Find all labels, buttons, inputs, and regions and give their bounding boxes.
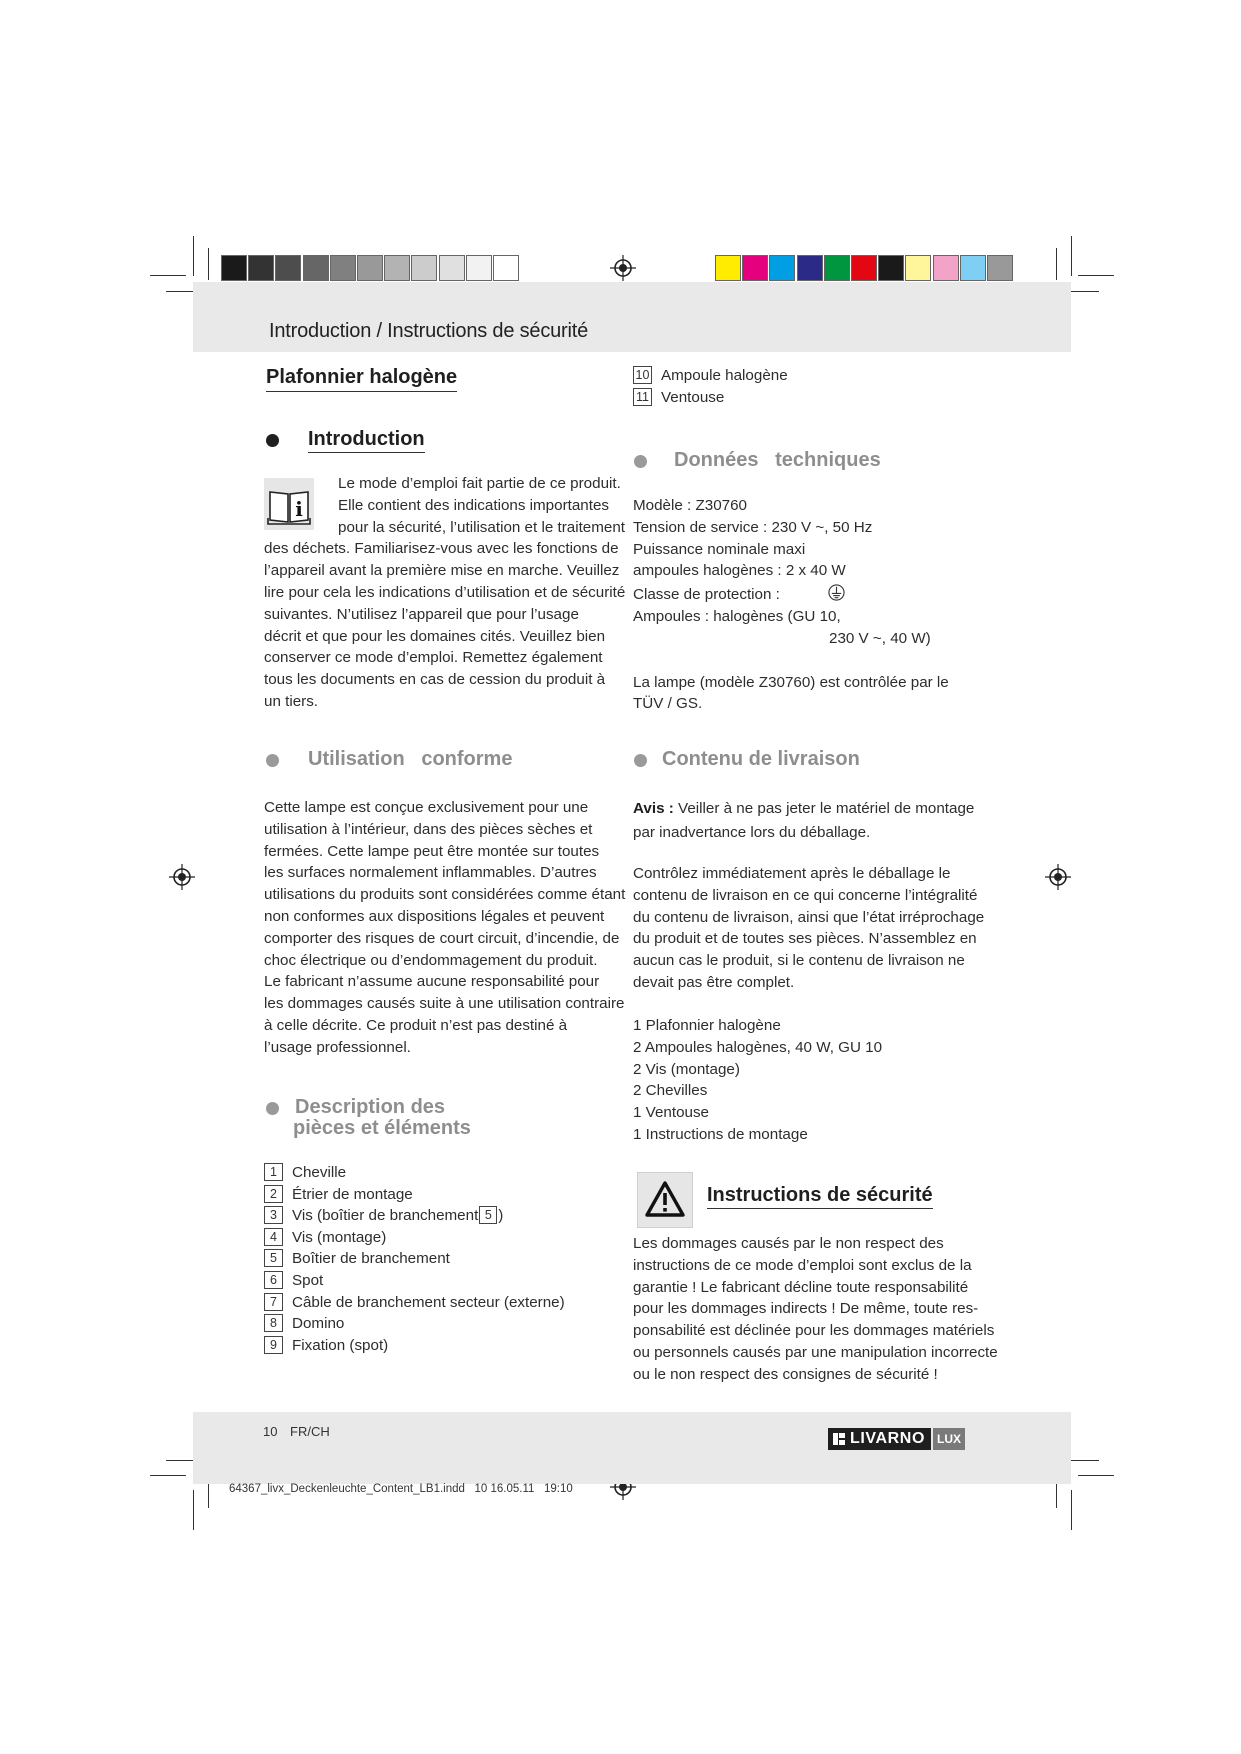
grayscale-swatch (330, 255, 356, 281)
parts-list-item (264, 1314, 344, 1332)
parts-list-item (264, 1271, 323, 1289)
grayscale-swatch (493, 255, 519, 281)
part-label: Câble de branchement secteur (externe) (292, 1293, 565, 1311)
parts-list-item (633, 366, 788, 384)
delivery-items-list (633, 1015, 983, 1146)
protection-line: Classe de protection : (633, 582, 983, 606)
safety-line: instructions de ce mode d’emploi sont exclus de la (633, 1256, 972, 1274)
brand-logo: LIVARNO LUX (828, 1428, 965, 1450)
delivery-item-line: 1 Ventouse (633, 1104, 710, 1122)
crop-mark (150, 1475, 186, 1476)
file-info: 64367_livx_Deckenleuchte_Content_LB1.indd 10 16.05.11 19:10 (229, 1483, 573, 1495)
svg-text:i: i (295, 497, 303, 521)
color-swatch (715, 255, 741, 281)
part-number-badge: 1 (264, 1163, 283, 1181)
introduction-line: des déchets. Familiarisez-vous avec les fonctions de (264, 540, 619, 558)
usage-line: l’usage professionnel. (264, 1038, 411, 1056)
crop-mark (166, 1460, 194, 1461)
crop-mark (193, 236, 194, 276)
part-number-badge: 5 (264, 1249, 283, 1267)
parts-list-item (264, 1336, 388, 1354)
brand-mark-icon (833, 1433, 845, 1445)
crop-mark (193, 1490, 194, 1530)
delivery-item-line: 1 Plafonnier halogène (633, 1017, 781, 1034)
usage-line: choc électrique ou d’endommagement du produit. (264, 951, 598, 969)
part-label: Spot (292, 1272, 324, 1289)
registration-mark-icon (610, 255, 636, 281)
part-number-badge: 10 (633, 366, 652, 384)
introduction-line: suivantes. N’utilisez l’appareil que pour l’usage (264, 605, 579, 623)
parts-list-item (264, 1163, 346, 1181)
bullet-icon (634, 455, 647, 468)
color-swatch (933, 255, 959, 281)
crop-mark (208, 248, 209, 280)
part-number-badge: 3 (264, 1206, 283, 1224)
crop-mark (166, 291, 194, 292)
usage-text (264, 797, 626, 1059)
safety-line: ou personnels causés par une manipulation incorrecte (633, 1343, 998, 1361)
color-swatch (987, 255, 1013, 281)
usage-line: Cette lampe est conçue exclusivement pour une (264, 799, 589, 816)
crop-mark (1071, 236, 1072, 276)
part-label: Fixation (spot) (292, 1336, 389, 1354)
usage-line: utilisation à l’intérieur, dans des pièces sèches et (264, 820, 593, 838)
color-swatch (797, 255, 823, 281)
page-number: 10 (263, 1424, 278, 1439)
part-number-badge: 6 (264, 1271, 283, 1289)
bullet-icon (634, 754, 647, 767)
crop-mark (1071, 1490, 1072, 1530)
introduction-text (264, 473, 626, 713)
part-number-badge: 2 (264, 1185, 283, 1203)
model-line: Modèle : Z30760 (633, 497, 747, 514)
delivery-notice: Avis : Veiller à ne pas jeter le matériel de montage par inadvertance lors du déballage. (633, 800, 975, 841)
safety-text (633, 1233, 998, 1386)
delivery-check-text (633, 863, 983, 994)
grayscale-swatch (384, 255, 410, 281)
grayscale-swatch (466, 255, 492, 281)
part-reference-badge: 5 (479, 1206, 497, 1224)
delivery-item-line: 2 Chevilles (633, 1082, 708, 1100)
part-label: Vis (boîtier de branchement (292, 1207, 479, 1225)
crop-mark (1078, 275, 1114, 276)
delivery-check-line: Contrôlez immédiatement après le déballage le (633, 865, 951, 882)
safety-line: ponsabilité est déclinée pour les dommages matériels (633, 1322, 995, 1340)
delivery-item-line: 1 Instructions de montage (633, 1125, 808, 1143)
introduction-line: Le mode d’emploi fait partie de ce produit. (338, 475, 621, 492)
introduction-line: conserver ce mode d’emploi. Remettez également (264, 649, 603, 667)
usage-line: non conformes aux dispositions légales et peuvent (264, 907, 605, 925)
introduction-line: lire pour cela les indications d’utilisation et de sécurité (264, 583, 626, 601)
notice-label: Avis : (633, 800, 674, 817)
bullet-icon (266, 434, 279, 447)
safety-heading: Instructions de sécurité (707, 1184, 933, 1209)
introduction-line: Elle contient des indications importantes (338, 496, 609, 514)
warning-triangle-icon (644, 1180, 686, 1218)
delivery-item-line: 2 Vis (montage) (633, 1060, 740, 1078)
usage-line: les dommages causés suite à une utilisation contraire (264, 995, 625, 1013)
grayscale-swatch (439, 255, 465, 281)
introduction-line: décrit et que pour les domaines cités. Veuillez bien (264, 627, 606, 645)
delivery-check-line: du produit et de toutes ses pièces. N’assemblez en (633, 930, 977, 948)
grayscale-swatch (411, 255, 437, 281)
grayscale-swatch (357, 255, 383, 281)
certification-line: TÜV / GS. (633, 695, 703, 713)
bulbs-line: 230 V ~, 40 W) (829, 629, 931, 647)
bullet-icon (266, 1102, 279, 1115)
part-label: Boîtier de branchement (292, 1250, 450, 1268)
usage-line: à celle décrite. Ce produit n’est pas destiné à (264, 1016, 568, 1034)
page-header-title: Introduction / Instructions de sécurité (269, 320, 589, 342)
color-swatch (960, 255, 986, 281)
part-number-badge: 9 (264, 1336, 283, 1354)
part-label: Ventouse (661, 388, 725, 406)
power-line: Puissance nominale maxi (633, 540, 806, 558)
delivery-check-line: aucun cas le produit, si le contenu de livraison ne (633, 952, 965, 970)
grayscale-swatch (221, 255, 247, 281)
part-number-badge: 7 (264, 1293, 283, 1311)
registration-mark-icon (1045, 864, 1071, 890)
usage-line: les surfaces normalement inflammables. D’autres (264, 864, 597, 882)
language-code: FR/CH (290, 1424, 330, 1439)
introduction-line: pour la sécurité, l’utilisation et le traitement (338, 518, 626, 536)
usage-line: fermées. Cette lampe peut être montée sur toutes (264, 842, 600, 860)
color-swatch (742, 255, 768, 281)
technical-data (633, 495, 983, 715)
crop-mark (1071, 1460, 1099, 1461)
parts-list-item (264, 1228, 386, 1246)
color-swatch (878, 255, 904, 281)
bulbs-line: Ampoules : halogènes (GU 10, (633, 607, 841, 625)
document-title: Plafonnier halogène (266, 366, 457, 392)
grayscale-swatch (275, 255, 301, 281)
introduction-line: un tiers. (264, 692, 319, 710)
delivery-check-line: devait pas être complet. (633, 973, 795, 991)
delivery-check-line: du contenu de livraison, ainsi que l’état irréprochage (633, 908, 985, 926)
crop-mark (150, 275, 186, 276)
voltage-line: Tension de service : 230 V ~, 50 Hz (633, 518, 873, 536)
certification-line: La lampe (modèle Z30760) est contrôlée par le (633, 673, 949, 691)
introduction-line: tous les documents en cas de cession du produit à (264, 671, 606, 689)
power-line: ampoules halogènes : 2 x 40 W (633, 562, 846, 580)
parts-list-item (264, 1293, 565, 1311)
safety-line: garantie ! Le fabricant décline toute responsabilité (633, 1278, 969, 1296)
crop-mark (1056, 248, 1057, 280)
part-label: Cheville (292, 1164, 347, 1181)
crop-mark (1071, 291, 1099, 292)
color-swatch (769, 255, 795, 281)
bullet-icon (266, 754, 279, 767)
color-swatch (905, 255, 931, 281)
introduction-line: l’appareil avant la première mise en marche. Veuillez (264, 562, 620, 580)
part-number-badge: 8 (264, 1314, 283, 1332)
usage-line: Le fabricant n’assume aucune responsabilité pour (264, 973, 600, 991)
usage-line: comporter des risques de court circuit, d’incendie, de (264, 929, 620, 947)
color-swatch (824, 255, 850, 281)
warning-box (637, 1172, 693, 1228)
usage-line: utilisations du produits sont considérées comme étant (264, 886, 626, 904)
safety-line: ou le non respect des consignes de sécurité ! (633, 1365, 938, 1383)
safety-line: Les dommages causés par le non respect des (633, 1235, 944, 1252)
parts-list-item (633, 388, 724, 406)
parts-list-item: 3 Vis (boîtier de branchement 5 ) (264, 1206, 503, 1224)
parts-list-item (264, 1249, 450, 1267)
ground-symbol-icon (828, 584, 845, 601)
part-label: Ampoule halogène (661, 367, 788, 384)
part-number-badge: 4 (264, 1228, 283, 1246)
registration-mark-icon (169, 864, 195, 890)
delivery-item-line: 2 Ampoules halogènes, 40 W, GU 10 (633, 1038, 883, 1056)
grayscale-swatch (303, 255, 329, 281)
part-number-badge: 11 (633, 388, 652, 406)
delivery-check-line: contenu de livraison en ce qui concerne l’intégralité (633, 886, 978, 904)
part-label: Vis (montage) (292, 1228, 387, 1246)
part-label: Étrier de montage (292, 1185, 413, 1203)
part-label: Domino (292, 1315, 345, 1333)
color-swatch (851, 255, 877, 281)
parts-list-item (264, 1185, 413, 1203)
crop-mark (1078, 1475, 1114, 1476)
grayscale-swatch (248, 255, 274, 281)
safety-line: pour les dommages indirects ! De même, toute res- (633, 1300, 979, 1318)
